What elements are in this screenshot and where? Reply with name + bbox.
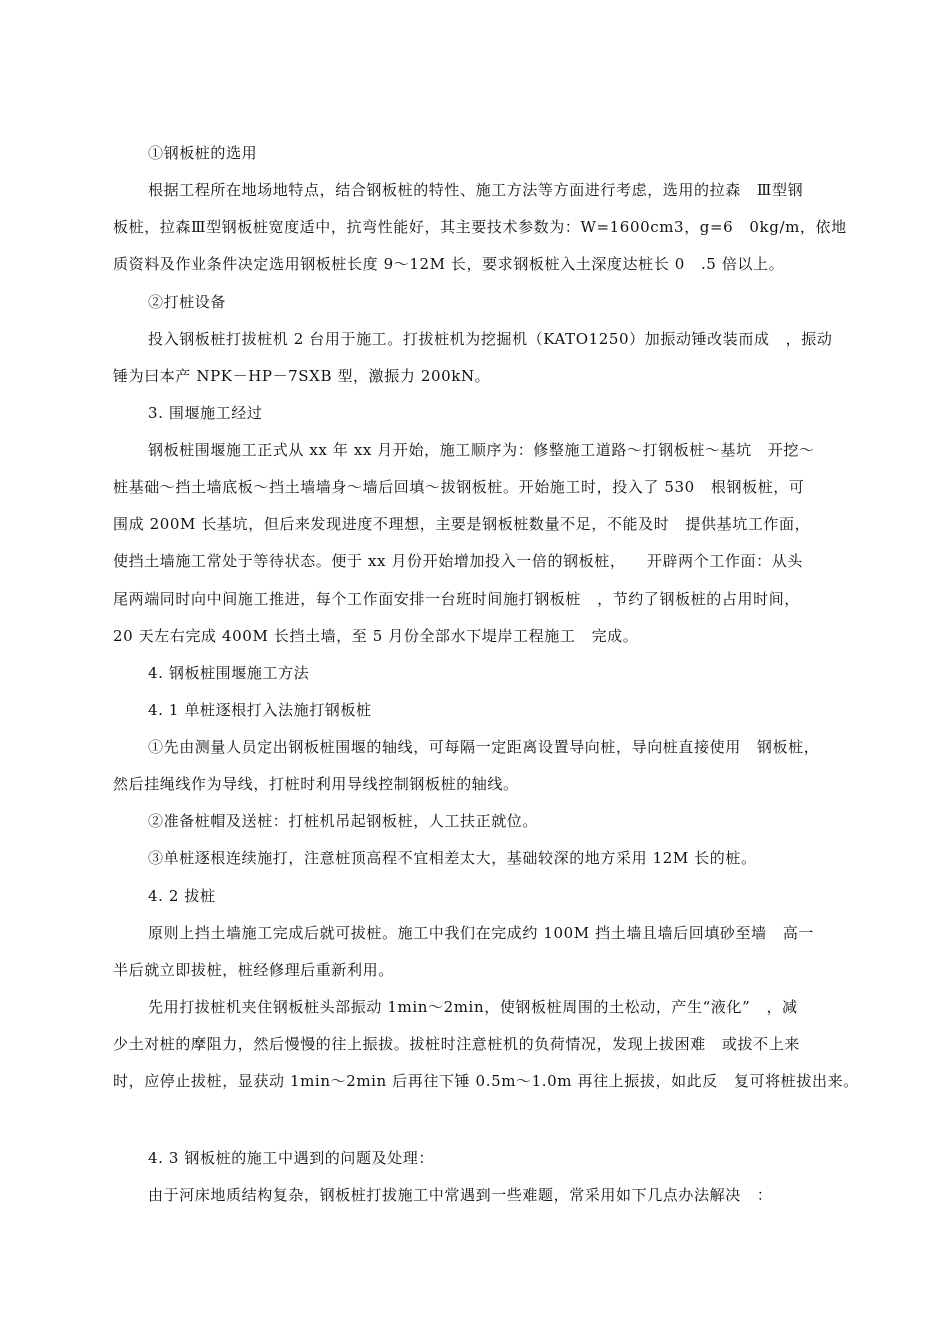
paragraph-line: 桩基础～挡土墙底板～挡土墙墙身～墙后回填～拔钢板桩。开始施工时，投入了 530 根钢板桩，可 [113,478,805,496]
heading-construction-method: 4. 钢板桩围堰施工方法 [148,664,310,682]
paragraph-line: 锤为曰本产 NPK－HP－7SXB 型，激振力 200kN。 [113,367,491,385]
paragraph-line: 投入钢板桩打拔桩机 2 台用于施工。打拔桩机为挖掘机（KATO1250）加振动锤改装而成 ，振动 [148,330,833,348]
paragraph-line: 板桩，拉森Ⅲ型钢板桩宽度适中，抗弯性能好，其主要技术参数为：W=1600cm3，g=6 0kg/m，依地 [113,218,847,236]
heading-problems-and-handling: 4. 3 钢板桩的施工中遇到的问题及处理： [148,1149,434,1167]
heading-sheet-pile-selection: ①钢板桩的选用 [148,144,258,162]
paragraph-line: 少土对桩的摩阻力，然后慢慢的往上振拔。拔桩时注意桩机的负荷情况，发现上拔困难 或拔不上来 [113,1035,800,1053]
paragraph-line: 原则上挡土墙施工完成后就可拔桩。施工中我们在完成约 100M 挡土墙且墙后回填砂至墙 高一 [148,924,815,942]
paragraph-line: ①先由测量人员定出钢板桩围堰的轴线，可每隔一定距离设置导向桩，导向桩直接使用 钢板桩， [148,738,820,756]
paragraph-line: 由于河床地质结构复杂，钢板桩打拔施工中常遇到一些难题，常采用如下几点办法解决 ： [148,1186,773,1204]
paragraph-line: 质资料及作业条件决定选用钢板桩长度 9～12M 长，要求钢板桩入土深度达桩长 0 .5 倍以上。 [113,255,785,273]
paragraph-line: 然后挂绳线作为导线，打桩时利用导线控制钢板桩的轴线。 [113,775,519,793]
paragraph-line: 尾两端同时向中间施工推进，每个工作面安排一台班时间施打钢板桩 ，节约了钢板桩的占用时间， [113,590,800,608]
paragraph-line: ③单桩逐根连续施打，注意桩顶高程不宜相差太大，基础较深的地方采用 12M 长的桩。 [148,849,757,867]
paragraph-line: 围成 200M 长基坑，但后来发现进度不理想，主要是钢板桩数量不足，不能及时 提供基坑工作面， [113,515,811,533]
heading-cofferdam-process: 3. 围堰施工经过 [148,404,263,422]
paragraph-line: 使挡土墙施工常处于等待状态。便于 xx 月份开始增加投入一倍的钢板桩， 开辟两个工作面：从头 [113,552,803,570]
paragraph-line: ②准备桩帽及送桩：打桩机吊起钢板桩，人工扶正就位。 [148,812,539,830]
paragraph-line: 时，应停止拔桩，显获动 1min～2min 后再往下锤 0.5m～1.0m 再往上振拔，如此反 复可将桩拔出来。 [113,1072,859,1090]
paragraph-line: 20 天左右完成 400M 长挡土墙，至 5 月份全部水下堤岸工程施工 完成。 [113,627,639,645]
heading-single-pile-driving: 4. 1 单桩逐根打入法施打钢板桩 [148,701,372,719]
heading-piling-equipment: ②打桩设备 [148,293,227,311]
heading-pile-extraction: 4. 2 拔桩 [148,887,216,905]
paragraph-line: 钢板桩围堰施工正式从 xx 年 xx 月开始，施工顺序为：修整施工道路～打钢板桩～基坑 开挖～ [148,441,815,459]
paragraph-line: 先用打拔桩机夹住钢板桩头部振动 1min～2min，使钢板桩周围的土松动，产生“液化” ，减 [148,998,798,1016]
paragraph-line: 根据工程所在地场地特点，结合钢板桩的特性、施工方法等方面进行考虑，选用的拉森 Ⅲ型钢 [148,181,804,199]
paragraph-line: 半后就立即拔桩，桩经修理后重新利用。 [113,961,394,979]
